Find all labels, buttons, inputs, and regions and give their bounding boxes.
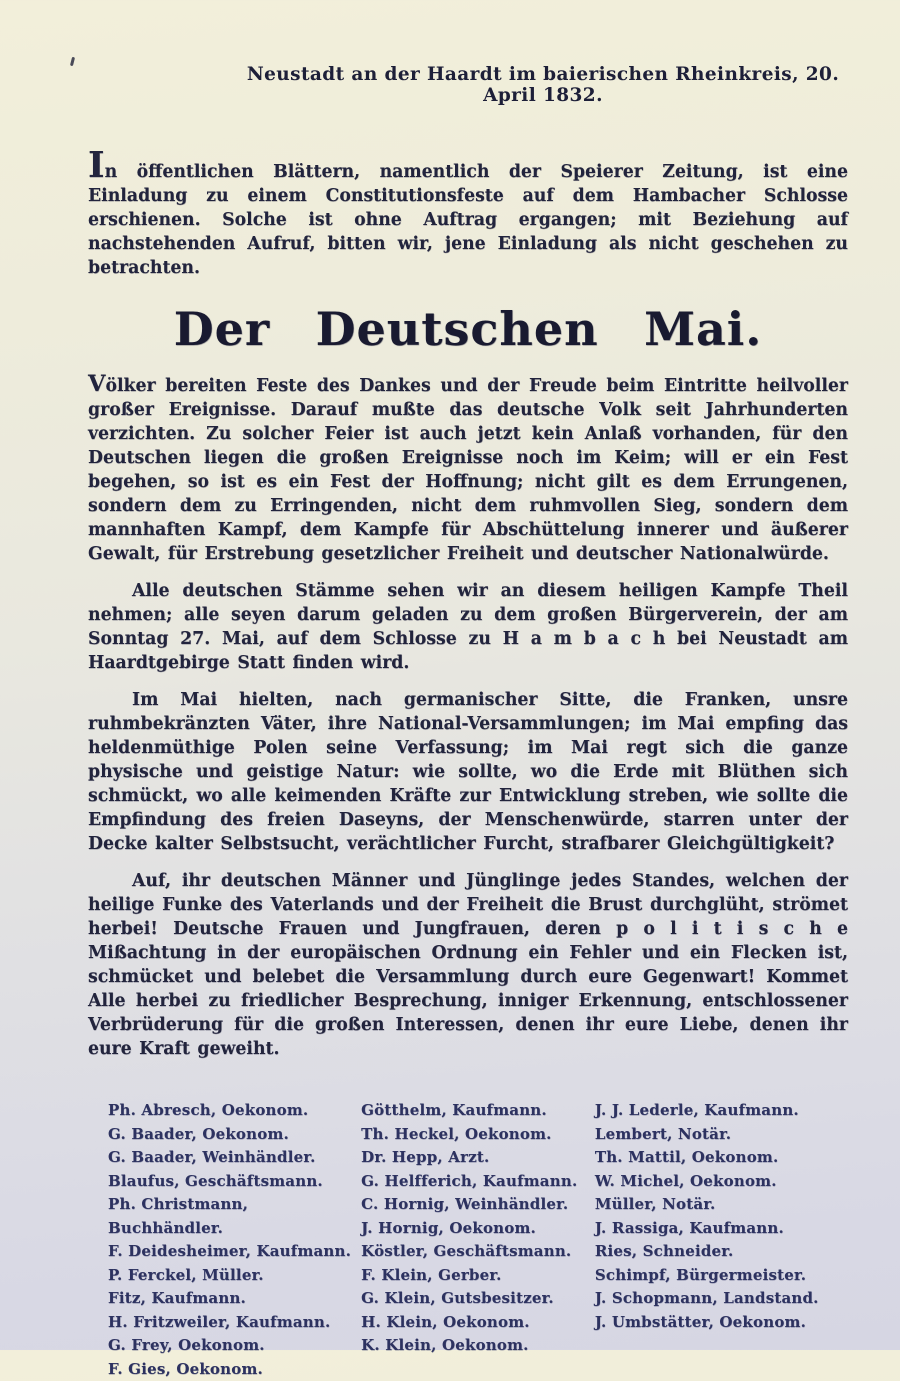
signature-column-2 [361,1099,595,1381]
dateline: Neustadt an der Haardt im baierischen Rheinkreis, 20. April 1832. [88,64,848,106]
signature-item: J. J. Lederle, Kaufmann. [595,1099,848,1123]
signature-item: P. Ferckel, Müller. [108,1264,361,1288]
paragraph-aufruf: Auf, ihr deutschen Männer und Jünglinge jedes Standes, welchen der heilige Funke des Vaterlands und der Freiheit die Brust durchglüht, strömet herbei! Deutsche Frauen und Jungfrauen, deren p o l i t i s c h e Mißachtung in der europäischen Ordnung ein Fehler und ein Flecken ist, schmücket und belebet die Versammlung durch eure Gegenwart! Kommet Alle herbei zu friedlicher Besprechung, inniger Erkennung, entschlossener Verbrüderung für die großen Interessen, denen ihr eure Liebe, denen ihr eure Kraft geweiht. [88,869,848,1061]
signature-section [88,1099,848,1381]
signature-item: G. Baader, Weinhändler. [108,1146,361,1170]
signature-item: J. Rassiga, Kaufmann. [595,1217,848,1241]
signature-item: H. Fritzweiler, Kaufmann. [108,1311,361,1335]
signature-item: K. Klein, Oekonom. [361,1334,595,1358]
signature-item: F. Gies, Oekonom. [108,1358,361,1381]
signature-item: Ph. Christmann, Buchhändler. [108,1193,361,1240]
intro-paragraph: In öffentlichen Blättern, namentlich der Speierer Zeitung, ist eine Einladung zu einem Constitutionsfeste auf dem Hambacher Schlosse erschienen. Solche ist ohne Auftrag ergangen; mit Beziehung auf nachstehenden Aufruf, bitten wir, jene Einladung als nicht geschehen zu betrachten. [88,152,848,280]
signature-item: Dr. Hepp, Arzt. [361,1146,595,1170]
signature-item: Köstler, Geschäftsmann. [361,1240,595,1264]
signature-item: Th. Heckel, Oekonom. [361,1123,595,1147]
signature-item: Ph. Abresch, Oekonom. [108,1099,361,1123]
signature-item: G. Klein, Gutsbesitzer. [361,1287,595,1311]
signature-item: H. Klein, Oekonom. [361,1311,595,1335]
signature-item: Fitz, Kaufmann. [108,1287,361,1311]
signature-column-1 [108,1099,361,1381]
signature-item: G. Helfferich, Kaufmann. [361,1170,595,1194]
signature-item: G. Frey, Oekonom. [108,1334,361,1358]
paper-speck [70,57,75,66]
page-title: Der Deutschen Mai. [88,306,848,352]
signature-item: J. Hornig, Oekonom. [361,1217,595,1241]
signature-item: F. Klein, Gerber. [361,1264,595,1288]
signature-item: Schimpf, Bürgermeister. [595,1264,848,1288]
signature-item: Blaufus, Geschäftsmann. [108,1170,361,1194]
signature-item: Th. Mattil, Oekonom. [595,1146,848,1170]
signature-item: F. Deidesheimer, Kaufmann. [108,1240,361,1264]
signature-item: W. Michel, Oekonom. [595,1170,848,1194]
signature-item: C. Hornig, Weinhändler. [361,1193,595,1217]
signature-item: J. Schopmann, Landstand. [595,1287,848,1311]
signature-item: Götthelm, Kaufmann. [361,1099,595,1123]
signature-item: Müller, Notär. [595,1193,848,1217]
paragraph-staemme: Alle deutschen Stämme sehen wir an diesem heiligen Kampfe Theil nehmen; alle seyen darum geladen zu dem großen Bürgerverein, der am Sonntag 27. Mai, auf dem Schlosse zu H a m b a c h bei Neustadt am Haardtgebirge Statt finden wird. [88,579,848,675]
paragraph-voelker: Völker bereiten Feste des Dankes und der Freude beim Eintritte heilvoller großer Ereignisse. Darauf mußte das deutsche Volk seit Jahrhunderten verzichten. Zu solcher Feier ist auch jetzt kein Anlaß vorhanden, für den Deutschen liegen die großen Ereignisse noch im Keim; will er ein Fest begehen, so ist es ein Fest der Hoffnung; nicht gilt es dem Errungenen, sondern dem zu Erringenden, nicht dem ruhmvollen Sieg, sondern dem mannhaften Kampf, dem Kampfe für Abschüttelung innerer und äußerer Gewalt, für Erstrebung gesetzlicher Freiheit und deutscher Nationalwürde. [88,374,848,566]
signature-item: Ries, Schneider. [595,1240,848,1264]
paragraph-im-mai: Im Mai hielten, nach germanischer Sitte, die Franken, unsre ruhmbekränzten Väter, ihre National-Versammlungen; im Mai empfing das heldenmüthige Polen seine Verfassung; im Mai regt sich die ganze physische und geistige Natur: wie sollte, wo die Erde mit Blüthen sich schmückt, wo alle keimenden Kräfte zur Entwicklung streben, wie sollte die Empfindung des freien Daseyns, der Menschenwürde, starren unter der Decke kalter Selbstsucht, verächtlicher Furcht, strafbarer Gleichgültigkeit? [88,688,848,856]
signature-item: G. Baader, Oekonom. [108,1123,361,1147]
signature-item: Lembert, Notär. [595,1123,848,1147]
signature-column-3 [595,1099,848,1381]
signature-item: J. Umbstätter, Oekonom. [595,1311,848,1335]
